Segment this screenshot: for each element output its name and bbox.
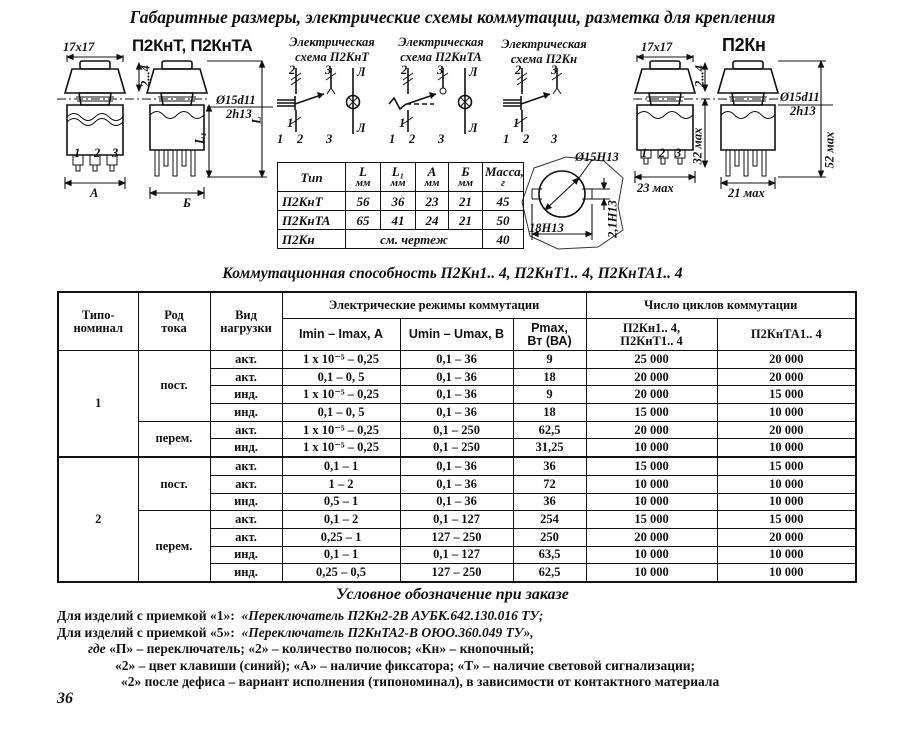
dim-table-row: П2Кн см. чертеж 40 — [278, 230, 524, 249]
table-row: 1 пост. акт. 1 x 10⁻⁵ – 0,25 0,1 – 36 9 25 000 20 000 — [58, 351, 856, 369]
schematic2-b1: 1 — [389, 132, 396, 146]
col-header-p2kn-cycles: П2Кн1.. 4, П2КнТ1.. 4 — [586, 319, 717, 351]
dim-shaft-dia-left: Ø15d11 — [216, 93, 256, 107]
dim-travel-left: 2...4 — [138, 65, 153, 87]
table-row: инд. 1 x 10⁻⁵ – 0,25 0,1 – 36 9 20 000 15 000 — [58, 386, 856, 404]
dim-travel-right: 2...4 — [692, 65, 707, 87]
pin-label-1-right: 1 — [641, 146, 648, 160]
dim-h-a: А мм — [416, 163, 449, 192]
page-title: Габаритные размеры, электрические схемы коммутации, разметка для крепления — [129, 7, 776, 27]
col-header-pmax: Pmax, Вт (ВА) — [513, 319, 586, 351]
col-header-tiponominal: Типо- номинал — [58, 292, 138, 351]
schematic3-b3: 3 — [551, 132, 558, 146]
cell-tiponominal: 2 — [58, 457, 138, 582]
ordering-line-4: «2» – цвет клавиши (синий); «А» – наличие фиксатора; «Т» – наличие световой сигнализации; — [115, 657, 696, 673]
table-row: 2 пост. акт. 0,1 – 1 0,1 – 36 36 15 000 15 000 — [58, 457, 856, 475]
dim-17x17-right: 17x17 — [641, 40, 673, 54]
schematic-p2kn-circuit — [503, 64, 573, 148]
table-row: перем. акт. 0,1 – 2 0,1 – 127 254 15 000 15 000 — [58, 511, 856, 529]
col-group-cycles: Число циклов коммутации — [586, 292, 856, 319]
right-group-heading: П2Кн — [722, 35, 766, 55]
table-row: инд. 1 x 10⁻⁵ – 0,25 0,1 – 250 31,25 10 000 10 000 — [58, 439, 856, 457]
ordering-line-2: Для изделий с приемкой «5»: «Переключатель П2КнТА2-В ОЮО.360.049 ТУ», — [57, 624, 534, 640]
dim-shaft-h-left: 2h13 — [226, 107, 252, 121]
schematic3-b2: 2 — [523, 132, 530, 146]
pin-label-1-left: 1 — [74, 146, 81, 160]
pin-label-2-left: 2 — [94, 146, 101, 160]
schematic1-pin2: 2 — [289, 63, 296, 77]
dim-23max-label: 23 мах — [637, 181, 674, 195]
pin-label-2-right: 2 — [659, 146, 666, 160]
col-header-p2knta-cycles: П2КнТА1.. 4 — [717, 319, 856, 351]
dim-len-l: L — [249, 116, 264, 124]
dim-h-l1: L₁ мм — [381, 163, 416, 192]
schematic2-pin3: 3 — [437, 63, 444, 77]
schematic2-b3: 3 — [438, 132, 445, 146]
hole-width-label: 18Н13 — [529, 221, 564, 235]
schematic1-b2: 2 — [297, 132, 304, 146]
schematic2-pin2: 2 — [401, 63, 408, 77]
schematic2-lamp-top: Л — [469, 65, 478, 79]
ordering-line-5: «2» после дефиса – вариант исполнения (типономинал), в зависимости от контактного материала — [121, 674, 720, 689]
dim-32max-label: 32 мах — [690, 127, 705, 165]
schematic-p2kn-title: Электрическая схема П2Кн — [501, 37, 587, 66]
schematic3-b1: 1 — [503, 132, 510, 146]
table-row: инд. 0,5 – 1 0,1 – 36 36 10 000 10 000 — [58, 493, 856, 511]
table-row: инд. 0,1 – 0, 5 0,1 – 36 18 15 000 10 000 — [58, 404, 856, 422]
dim-h-b: Б мм — [449, 163, 483, 192]
schematic3-pin1: 1 — [513, 116, 520, 130]
col-group-electrical-modes: Электрические режимы коммутации — [282, 292, 586, 319]
col-header-imin: Imin – Imax, А — [282, 319, 400, 351]
col-header-vid-nagruzki: Вид нагрузки — [210, 292, 282, 351]
dim-shaft-h-right: 2h13 — [790, 104, 816, 118]
dim-table-row: П2КнТА 65 41 24 21 50 — [278, 211, 524, 230]
table-row: перем. акт. 1 x 10⁻⁵ – 0,25 0,1 – 250 62,5 20 000 20 000 — [58, 421, 856, 439]
hole-slot-label: 2,1Н13 — [605, 200, 620, 238]
table-row: инд. 0,25 – 0,5 127 – 250 62,5 10 000 10 000 — [58, 564, 856, 582]
switching-capacity-title: Коммутационная способность П2Кн1.. 4, П2КнТ1.. 4, П2КнТА1.. 4 — [222, 265, 683, 282]
dim-21max-label: 21 мах — [728, 186, 765, 200]
p2knt-outline-drawing — [57, 55, 275, 205]
ordering-title: Условное обозначение при заказе — [336, 586, 569, 603]
schematic1-lamp-bot: Л — [357, 121, 366, 135]
ordering-line-3: где «П» – переключатель; «2» – количество полюсов; «Кн» – кнопочный; — [88, 641, 535, 656]
switching-capacity-table — [57, 291, 857, 583]
dim-h-tip: Тип — [278, 163, 346, 192]
dim-h-l: L мм — [346, 163, 381, 192]
dim-b-label: Б — [183, 196, 191, 210]
schematic1-b3: 3 — [326, 132, 333, 146]
dim-table-header-row — [278, 163, 524, 192]
header-row-1 — [58, 292, 856, 319]
dim-a-label: А — [90, 186, 99, 200]
dim-17x17-left: 17x17 — [63, 40, 95, 54]
schematic1-b1: 1 — [277, 132, 284, 146]
schematic2-lamp-bot: Л — [469, 121, 478, 135]
cell-tiponominal: 1 — [58, 351, 138, 458]
table-row: акт. 0,1 – 0, 5 0,1 – 36 18 20 000 20 000 — [58, 368, 856, 386]
schematic1-pin3: 3 — [325, 63, 332, 77]
ordering-legend — [57, 608, 857, 691]
schematic3-pin2: 2 — [515, 63, 522, 77]
left-group-heading: П2КнТ, П2КнТА — [132, 36, 253, 55]
cell-rod-toka: перем. — [138, 511, 210, 582]
schematic1-pin1: 1 — [287, 116, 294, 130]
table-row: инд. 0,1 – 1 0,1 – 127 63,5 10 000 10 000 — [58, 546, 856, 564]
dimensions-table — [277, 162, 524, 249]
col-header-umax: Umin – Umax, В — [400, 319, 513, 351]
ordering-line-1: Для изделий с приемкой «1»: «Переключатель П2Кн2-2В АУБК.642.130.016 ТУ; — [57, 608, 544, 623]
col-header-rod-toka: Род тока — [138, 292, 210, 351]
dim-52max-label: 52 мах — [822, 131, 837, 169]
schematic2-b2: 2 — [409, 132, 416, 146]
dim-h-mass: Масса, г — [483, 163, 524, 192]
cell-rod-toka: пост. — [138, 351, 210, 422]
schematic-p2knta-title: Электрическая схема П2КнТА — [398, 35, 484, 64]
dim-table-row: П2КнТ 56 36 23 21 45 — [278, 192, 524, 211]
page-number: 36 — [57, 690, 73, 707]
schematic1-lamp-top: Л — [357, 65, 366, 79]
drawings-strip — [0, 0, 905, 265]
pin-label-3-left: 3 — [112, 146, 119, 160]
table-row: акт. 0,25 – 1 127 – 250 250 20 000 20 000 — [58, 528, 856, 546]
dim-len-l1: L₁ — [192, 132, 207, 144]
pin-label-3-right: 3 — [675, 146, 682, 160]
dim-shaft-dia-right: Ø15d11 — [780, 90, 820, 104]
schematic-p2knt-title: Электрическая схема П2КнТ — [289, 35, 375, 64]
schematic2-pin1: 1 — [399, 116, 406, 130]
cell-rod-toka: перем. — [138, 421, 210, 457]
schematic3-pin3: 3 — [551, 63, 558, 77]
cell-rod-toka: пост. — [138, 457, 210, 511]
hole-dia-label: Ø15Н13 — [575, 150, 619, 164]
table-row: акт. 1 – 2 0,1 – 36 72 10 000 10 000 — [58, 475, 856, 493]
